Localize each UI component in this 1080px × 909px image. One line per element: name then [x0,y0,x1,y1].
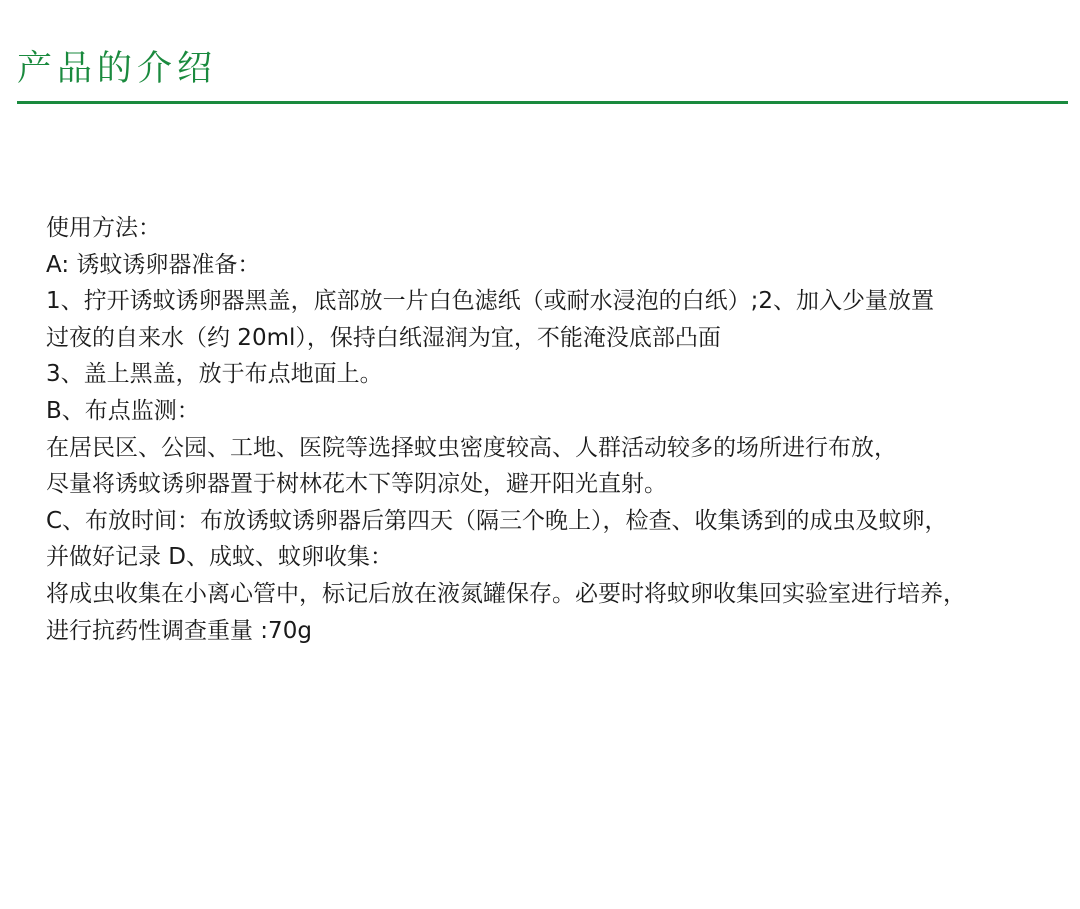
instruction-line: 尽量将诱蚊诱卵器置于树林花木下等阴凉处，避开阳光直射。 [46,471,667,498]
instruction-line: 进行抗药性调查重量 :70g [46,617,312,644]
instruction-line: 1、拧开诱蚊诱卵器黑盖，底部放一片白色滤纸（或耐水浸泡的白纸）;2、加入少量放置 [46,288,935,315]
instruction-line: 3、盖上黑盖，放于布点地面上。 [46,361,383,388]
header-divider [17,101,1068,104]
instruction-line: 在居民区、公园、工地、医院等选择蚊虫密度较高、人群活动较多的场所进行布放， [46,434,897,461]
instruction-line: 将成虫收集在小离心管中，标记后放在液氮罐保存。必要时将蚊卵收集回实验室进行培养， [46,580,966,607]
instruction-line: 过夜的自来水（约 20ml），保持白纸湿润为宜，不能淹没底部凸面 [46,324,721,351]
instruction-line: B、布点监测： [46,397,200,424]
instruction-line: C、布放时间：布放诱蚊诱卵器后第四天（隔三个晚上），检查、收集诱到的成虫及蚊卵， [46,507,948,534]
instruction-line: 使用方法： [46,215,161,241]
instructions-body [46,210,1076,649]
instruction-line: A: 诱蚊诱卵器准备： [46,251,261,278]
page-title: 产品的介绍 [17,49,218,89]
instruction-line: 并做好记录 D、成蚊、蚊卵收集： [46,544,394,571]
section-header [17,44,1068,104]
